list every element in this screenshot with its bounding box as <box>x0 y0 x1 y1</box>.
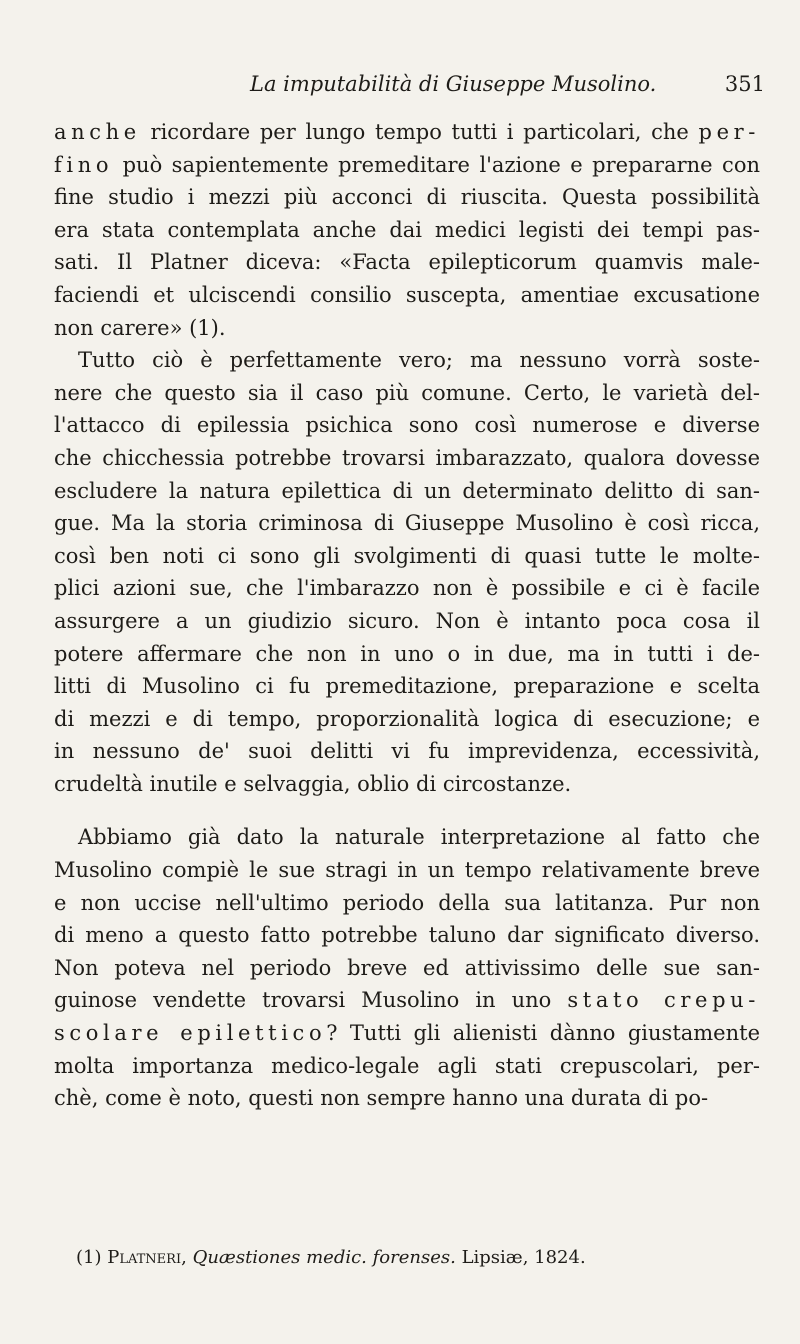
text-line <box>54 344 760 377</box>
text-segment: escludere la natura epilettica di un determinato delitto di san- <box>54 478 760 503</box>
text-segment: molta importanza medico-legale agli stati crepuscolari, per- <box>54 1053 760 1078</box>
footnote-author: Platneri, <box>107 1247 187 1268</box>
text-segment: potere affermare che non in uno o in due, ma in tutti i de- <box>54 641 760 666</box>
text-line <box>54 214 760 247</box>
text-line <box>54 475 760 508</box>
text-segment: che chicchessia potrebbe trovarsi imbarazzato, qualora dovesse <box>54 445 760 470</box>
text-line <box>54 246 760 279</box>
text-segment: crudeltà inutile e selvaggia, oblio di circostanze. <box>54 771 572 796</box>
text-line <box>54 670 760 703</box>
text-line <box>54 312 760 345</box>
text-line <box>54 984 760 1017</box>
text-segment: Abbiamo già dato la naturale interpretazione al fatto che <box>78 825 760 850</box>
text-line <box>54 638 760 671</box>
text-segment: nere che questo sia il caso più comune. Certo, le varietà del- <box>54 380 760 405</box>
spaced-emphasis-text: scolare epilettico <box>54 1021 327 1046</box>
spaced-emphasis-text: fino <box>54 152 114 177</box>
text-segment: assurgere a un giudizio sicuro. Non è intanto poca cosa il <box>54 608 760 633</box>
text-line <box>54 116 760 149</box>
text-segment: e non uccise nell'ultimo periodo della sua latitanza. Pur non <box>54 890 760 915</box>
text-line <box>54 605 760 638</box>
text-segment: fine studio i mezzi più acconci di riuscita. Questa possibilità <box>54 185 760 210</box>
text-line <box>54 887 760 920</box>
text-line <box>54 1017 760 1050</box>
text-line <box>54 507 760 540</box>
text-line <box>54 149 760 182</box>
text-line <box>54 540 760 573</box>
text-segment: l'attacco di epilessia psichica sono così numerose e diverse <box>54 413 760 438</box>
text-segment: di mezzi e di tempo, proporzionalità logica di esecuzione; e <box>54 706 760 731</box>
text-line <box>54 409 760 442</box>
text-segment: chè, come è noto, questi non sempre hanno una durata di po- <box>54 1086 709 1111</box>
text-segment: litti di Musolino ci fu premeditazione, preparazione e scelta <box>54 674 760 699</box>
running-title: La imputabilità di Giuseppe Musolino. <box>250 72 657 96</box>
paragraph <box>54 116 760 344</box>
text-segment: ricordare per lungo tempo tutti i particolari, che <box>140 120 699 144</box>
text-line <box>54 181 760 214</box>
text-segment: faciendi et ulciscendi consilio suscepta, amentiae excusatione <box>54 282 760 307</box>
text-line <box>54 377 760 410</box>
section-gap <box>54 800 760 821</box>
text-line <box>54 1082 760 1115</box>
text-line <box>54 768 760 801</box>
text-line <box>54 952 760 985</box>
text-segment: in nessuno de' suoi delitti vi fu imprevidenza, eccessività, <box>54 739 760 764</box>
footnote <box>76 1247 766 1268</box>
text-line <box>54 821 760 854</box>
text-line <box>54 279 760 312</box>
body-text <box>54 116 760 1115</box>
text-segment: Musolino compiè le sue stragi in un tempo relativamente breve <box>54 858 760 883</box>
page-number: 351 <box>724 72 765 96</box>
text-segment: non carere» (1). <box>54 315 226 340</box>
text-segment: di meno a questo fatto potrebbe taluno dar significato diverso. <box>54 923 760 948</box>
footnote-rest: Lipsiæ, 1824. <box>461 1247 586 1268</box>
text-line <box>54 735 760 768</box>
text-segment: sati. Il Platner diceva: «Facta epilepticorum quamvis male- <box>54 250 760 275</box>
footnote-marker: (1) <box>76 1247 108 1268</box>
text-segment: così ben noti ci sono gli svolgimenti di quasi tutte le molte- <box>54 543 760 568</box>
spaced-emphasis-text: stato crepu- <box>567 988 760 1013</box>
text-segment: guinose vendette trovarsi Musolino in uno <box>54 988 568 1013</box>
text-segment: può sapientemente premeditare l'azione e prepararne con <box>113 152 760 177</box>
text-line <box>54 442 760 475</box>
text-segment: Non poteva nel periodo breve ed attivissimo delle sue san- <box>54 955 760 980</box>
text-segment: ? Tutti gli alienisti dànno giustamente <box>326 1021 761 1046</box>
text-segment: Tutto ciò è perfettamente vero; ma nessuno vorrà soste- <box>78 348 760 373</box>
text-line <box>54 1050 760 1083</box>
paragraph <box>54 821 760 1114</box>
spaced-emphasis-text: anche <box>54 120 141 144</box>
text-line <box>54 854 760 887</box>
text-segment: era stata contemplata anche dai medici legisti dei tempi pas- <box>54 217 760 242</box>
spaced-emphasis-text: per- <box>698 120 760 144</box>
text-segment: gue. Ma la storia criminosa di Giuseppe Musolino è così ricca, <box>54 511 760 536</box>
text-line <box>54 703 760 736</box>
running-head <box>250 72 765 102</box>
text-line <box>54 919 760 952</box>
paragraph <box>54 344 760 800</box>
text-line <box>54 572 760 605</box>
footnote-title: Quæstiones medic. forenses. <box>192 1247 456 1268</box>
text-segment: plici azioni sue, che l'imbarazzo non è possibile e ci è facile <box>54 576 760 601</box>
